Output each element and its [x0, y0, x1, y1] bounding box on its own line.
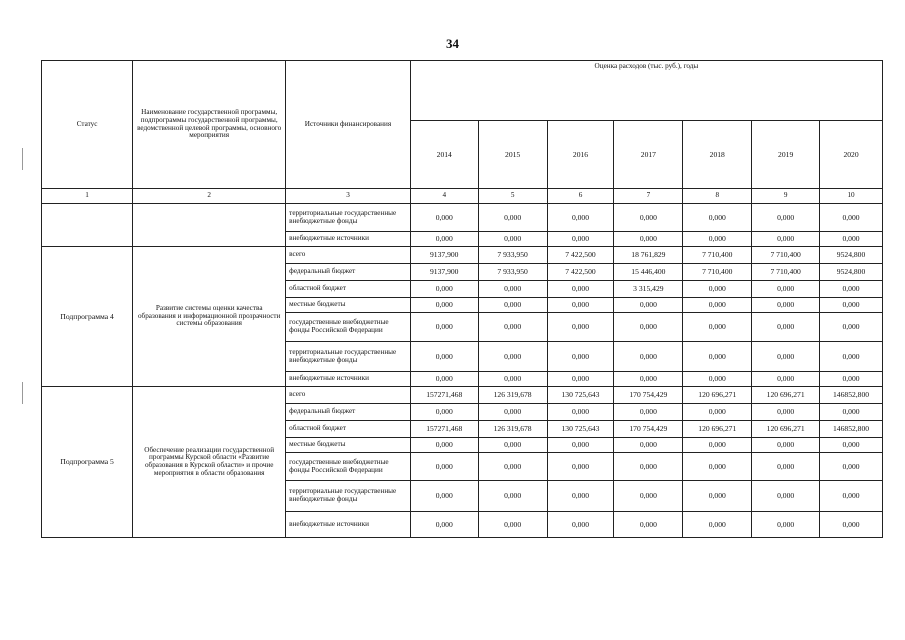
value-cell: 0,000: [410, 298, 478, 313]
value-cell: 0,000: [752, 313, 820, 342]
value-cell: 0,000: [478, 438, 547, 453]
year-header: 2016: [547, 121, 614, 189]
value-cell: 0,000: [820, 453, 883, 481]
value-cell: 15 446,400: [614, 264, 683, 281]
header-row: [42, 61, 883, 121]
value-cell: 120 696,271: [752, 387, 820, 404]
value-cell: 0,000: [478, 404, 547, 421]
source-cell: всего: [286, 387, 411, 404]
value-cell: 0,000: [410, 313, 478, 342]
value-cell: 0,000: [683, 438, 752, 453]
value-cell: 0,000: [547, 298, 614, 313]
value-cell: 0,000: [410, 512, 478, 538]
value-cell: 0,000: [410, 481, 478, 512]
value-cell: 7 422,500: [547, 264, 614, 281]
value-cell: 7 710,400: [683, 264, 752, 281]
status-cell: [42, 204, 133, 247]
value-cell: 0,000: [752, 281, 820, 298]
source-cell: территориальные государственные внебюджетные фонды: [286, 342, 411, 372]
value-cell: 0,000: [752, 512, 820, 538]
value-cell: 0,000: [547, 512, 614, 538]
index-cell: 10: [820, 189, 883, 204]
value-cell: 0,000: [478, 204, 547, 232]
value-cell: 18 761,829: [614, 247, 683, 264]
source-cell: федеральный бюджет: [286, 264, 411, 281]
value-cell: 0,000: [410, 438, 478, 453]
page-number: 34: [446, 36, 459, 51]
value-cell: 0,000: [547, 438, 614, 453]
value-cell: 0,000: [614, 481, 683, 512]
value-cell: 7 710,400: [752, 247, 820, 264]
value-cell: 0,000: [478, 512, 547, 538]
value-cell: 0,000: [820, 404, 883, 421]
source-cell: государственные внебюджетные фонды Российской Федерации: [286, 453, 411, 481]
source-cell: территориальные государственные внебюджетные фонды: [286, 204, 411, 232]
value-cell: 0,000: [614, 342, 683, 372]
name-header: Наименование государственной программы, подпрограммы государственной программы, ведомственной целевой программы, основного мероприятия: [133, 61, 286, 189]
value-cell: 0,000: [820, 313, 883, 342]
index-row: [42, 189, 883, 204]
value-cell: 0,000: [683, 232, 752, 247]
value-cell: 126 319,678: [478, 421, 547, 438]
value-cell: 0,000: [547, 281, 614, 298]
value-cell: 0,000: [614, 313, 683, 342]
value-cell: 170 754,429: [614, 421, 683, 438]
value-cell: 0,000: [478, 342, 547, 372]
value-cell: 0,000: [614, 404, 683, 421]
value-cell: 0,000: [410, 232, 478, 247]
value-cell: 0,000: [547, 342, 614, 372]
value-cell: 0,000: [820, 281, 883, 298]
value-cell: 146852,800: [820, 421, 883, 438]
value-cell: 7 422,500: [547, 247, 614, 264]
index-cell: 4: [410, 189, 478, 204]
value-cell: 0,000: [752, 204, 820, 232]
value-cell: 0,000: [752, 232, 820, 247]
index-cell: 1: [42, 189, 133, 204]
value-cell: 0,000: [410, 342, 478, 372]
source-cell: федеральный бюджет: [286, 404, 411, 421]
value-cell: 0,000: [478, 372, 547, 387]
value-cell: 0,000: [478, 232, 547, 247]
value-cell: 0,000: [752, 372, 820, 387]
index-cell: 9: [752, 189, 820, 204]
value-cell: 0,000: [478, 281, 547, 298]
source-cell: местные бюджеты: [286, 298, 411, 313]
value-cell: 0,000: [614, 232, 683, 247]
source-cell: областной бюджет: [286, 421, 411, 438]
source-cell: внебюджетные источники: [286, 232, 411, 247]
value-cell: 0,000: [820, 481, 883, 512]
source-cell: государственные внебюджетные фонды Российской Федерации: [286, 313, 411, 342]
value-cell: 0,000: [683, 453, 752, 481]
index-cell: 7: [614, 189, 683, 204]
value-cell: 0,000: [547, 232, 614, 247]
value-cell: 0,000: [752, 438, 820, 453]
value-cell: 120 696,271: [683, 387, 752, 404]
value-cell: 0,000: [752, 481, 820, 512]
value-cell: 157271,468: [410, 421, 478, 438]
index-cell: 6: [547, 189, 614, 204]
value-cell: 0,000: [614, 438, 683, 453]
value-cell: 120 696,271: [752, 421, 820, 438]
table-row: [42, 247, 883, 264]
value-cell: 0,000: [547, 372, 614, 387]
value-cell: 0,000: [820, 512, 883, 538]
value-cell: 0,000: [752, 404, 820, 421]
value-cell: 0,000: [752, 453, 820, 481]
table-body: [42, 61, 883, 538]
status-cell: Подпрограмма 4: [42, 247, 133, 387]
value-cell: 0,000: [614, 298, 683, 313]
source-cell: областной бюджет: [286, 281, 411, 298]
value-cell: 0,000: [820, 438, 883, 453]
margin-mark: [22, 148, 23, 170]
year-header: 2020: [820, 121, 883, 189]
value-cell: 0,000: [410, 281, 478, 298]
year-header: 2017: [614, 121, 683, 189]
name-cell: Обеспечение реализации государственной программы Курской области «Развитие образования в Курской области» и прочие мероприятия в области образования: [133, 387, 286, 538]
value-cell: 0,000: [547, 453, 614, 481]
value-cell: 0,000: [683, 481, 752, 512]
value-cell: 9137,900: [410, 247, 478, 264]
value-cell: 0,000: [547, 481, 614, 512]
sources-header: Источники финансирования: [286, 61, 411, 189]
expenses-header: Оценка расходов (тыс. руб.), годы: [410, 61, 882, 121]
name-cell: Развитие системы оценки качества образования и информационной прозрачности системы образования: [133, 247, 286, 387]
value-cell: 126 319,678: [478, 387, 547, 404]
value-cell: 0,000: [410, 404, 478, 421]
value-cell: 0,000: [547, 204, 614, 232]
value-cell: 0,000: [820, 298, 883, 313]
value-cell: 0,000: [752, 298, 820, 313]
value-cell: 0,000: [683, 313, 752, 342]
year-header: 2019: [752, 121, 820, 189]
value-cell: 7 933,950: [478, 247, 547, 264]
value-cell: 0,000: [478, 481, 547, 512]
value-cell: 0,000: [683, 512, 752, 538]
table-row: [42, 387, 883, 404]
value-cell: 0,000: [683, 281, 752, 298]
value-cell: 0,000: [410, 204, 478, 232]
value-cell: 146852,800: [820, 387, 883, 404]
value-cell: 0,000: [683, 342, 752, 372]
value-cell: 157271,468: [410, 387, 478, 404]
source-cell: местные бюджеты: [286, 438, 411, 453]
source-cell: территориальные государственные внебюджетные фонды: [286, 481, 411, 512]
value-cell: 0,000: [683, 204, 752, 232]
value-cell: 0,000: [614, 204, 683, 232]
value-cell: 130 725,643: [547, 387, 614, 404]
value-cell: 9524,800: [820, 264, 883, 281]
value-cell: 3 315,429: [614, 281, 683, 298]
status-cell: Подпрограмма 5: [42, 387, 133, 538]
value-cell: 0,000: [614, 453, 683, 481]
value-cell: 0,000: [614, 512, 683, 538]
value-cell: 0,000: [547, 313, 614, 342]
value-cell: 0,000: [820, 342, 883, 372]
value-cell: 0,000: [820, 232, 883, 247]
value-cell: 7 710,400: [683, 247, 752, 264]
value-cell: 7 933,950: [478, 264, 547, 281]
year-header: 2014: [410, 121, 478, 189]
source-cell: внебюджетные источники: [286, 372, 411, 387]
value-cell: 0,000: [547, 404, 614, 421]
name-cell: [133, 204, 286, 247]
value-cell: 7 710,400: [752, 264, 820, 281]
value-cell: 9137,900: [410, 264, 478, 281]
index-cell: 5: [478, 189, 547, 204]
value-cell: 0,000: [410, 372, 478, 387]
value-cell: 0,000: [410, 453, 478, 481]
value-cell: 0,000: [478, 298, 547, 313]
margin-mark: [22, 382, 23, 404]
year-header: 2018: [683, 121, 752, 189]
value-cell: 0,000: [683, 298, 752, 313]
budget-table: [41, 60, 883, 538]
table-row: [42, 204, 883, 232]
value-cell: 0,000: [683, 404, 752, 421]
value-cell: 0,000: [683, 372, 752, 387]
status-header: Статус: [42, 61, 133, 189]
value-cell: 9524,800: [820, 247, 883, 264]
value-cell: 0,000: [752, 342, 820, 372]
value-cell: 170 754,429: [614, 387, 683, 404]
value-cell: 130 725,643: [547, 421, 614, 438]
value-cell: 120 696,271: [683, 421, 752, 438]
value-cell: 0,000: [478, 453, 547, 481]
source-cell: всего: [286, 247, 411, 264]
value-cell: 0,000: [820, 204, 883, 232]
source-cell: внебюджетные источники: [286, 512, 411, 538]
index-cell: 3: [286, 189, 411, 204]
index-cell: 2: [133, 189, 286, 204]
value-cell: 0,000: [820, 372, 883, 387]
value-cell: 0,000: [614, 372, 683, 387]
year-header: 2015: [478, 121, 547, 189]
index-cell: 8: [683, 189, 752, 204]
value-cell: 0,000: [478, 313, 547, 342]
